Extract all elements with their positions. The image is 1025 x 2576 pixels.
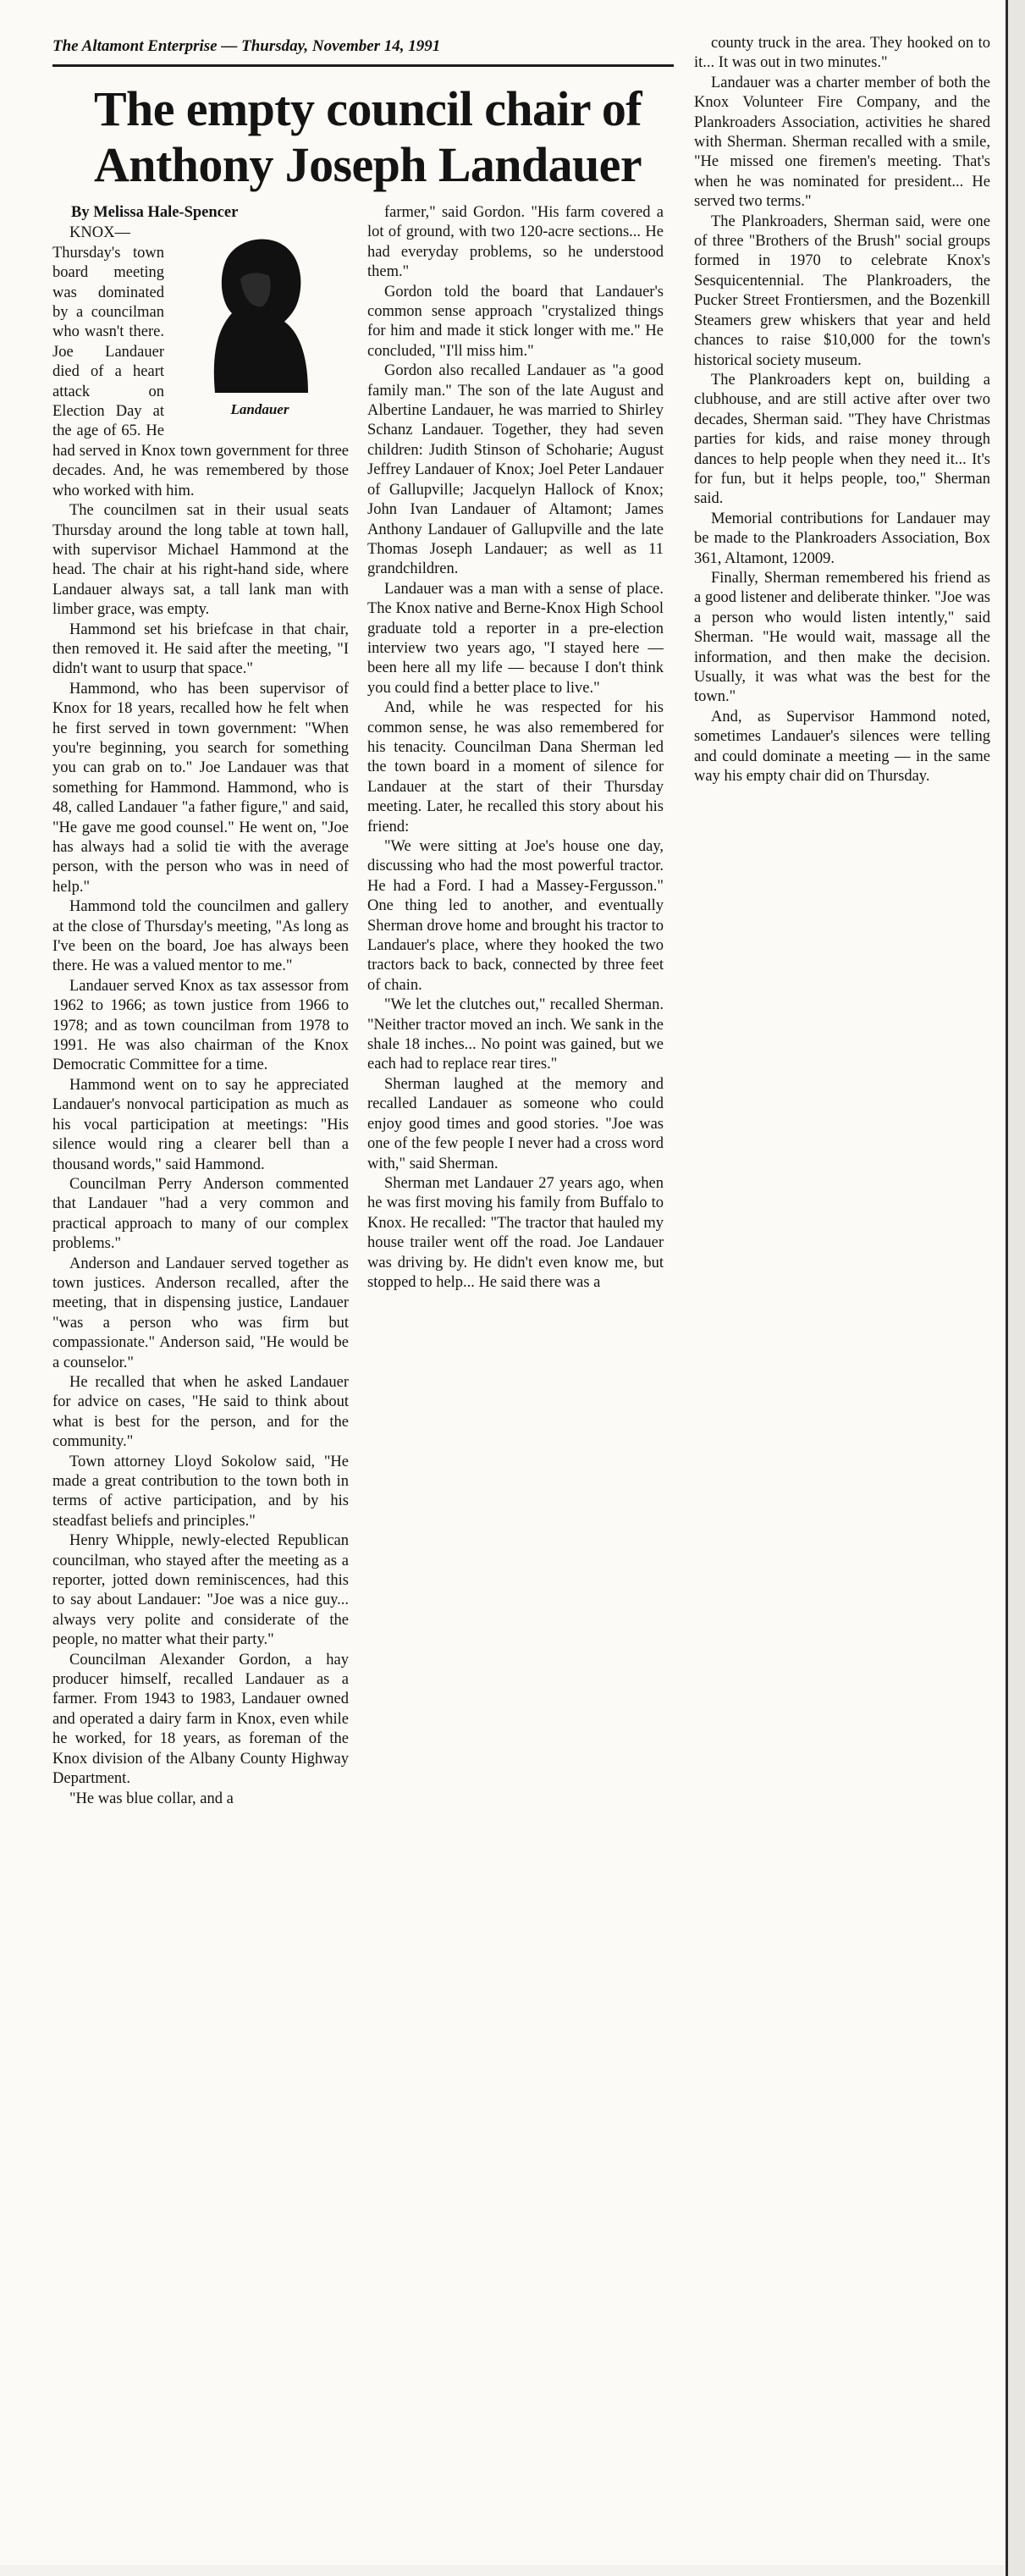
headline: The empty council chair of Anthony Joseph Landauer — [93, 81, 642, 192]
portrait-image — [181, 229, 333, 393]
paragraph: Memorial contributions for Landauer may be made to the Plankroaders Association, Box 361, Altamont, 12009. — [694, 510, 990, 567]
adjacent-page-edge — [1006, 0, 1025, 2576]
paragraph: Hammond told the councilmen and gallery at the close of Thursday's meeting, "As long as I've been on the board, Joe has always been there. He was a valued mentor to me." — [52, 898, 349, 975]
paragraph: The councilmen sat in their usual seats Thursday around the long table at town hall, with supervisor Michael Hammond at the head. The chair at his right-hand side, where Landauer always sat, a tall lank man with limber grace, was empty. — [52, 502, 349, 619]
photo-caption: Landauer — [230, 401, 289, 418]
paragraph: Hammond went on to say he appreciated Landauer's nonvocal participation as much as his vocal participation at meetings: "His silence would ring a clearer bell than a thousand words," said Hammond. — [52, 1076, 349, 1173]
paragraph: Councilman Perry Anderson commented that Landauer "had a very common and practical approach to many of our complex problems." — [52, 1175, 349, 1253]
paragraph: KNOX—Thursday's town board meeting was dominated by a councilman who wasn't there. Joe Landauer died of a heart attack on Election Day at the age of 65. He had served in Knox town government for three decades. And, he was remembered by those who worked with him. — [52, 224, 349, 499]
paragraph: Landauer was a man with a sense of place. The Knox native and Berne-Knox High School graduate told a reporter in a pre-election interview two years ago, "I stayed here — been here all my life — because I don't think you could find a better place to live." — [367, 580, 664, 697]
paragraph: Gordon told the board that Landauer's common sense approach "crystalized things for him and made it stick longer with me." He concluded, "I'll miss him." — [367, 283, 664, 360]
paragraph: "We were sitting at Joe's house one day, discussing who had the most powerful tractor. He had a Ford. I had a Massey-Fergusson." One thing led to another, and eventually Sherman drove home and brought his tractor to Landauer's place, where they hooked the two tractors back to back, connected by three feet of chain. — [367, 838, 664, 994]
paragraph: Anderson and Landauer served together as town justices. Anderson recalled, after the meeting, that in dispensing justice, Landauer "was a person who was firm but compassionate." Anderson said, "He would be a counselor." — [52, 1255, 349, 1371]
paragraph: The Plankroaders, Sherman said, were one of three "Brothers of the Brush" social groups formed in 1970 to celebrate Knox's Sesquicentennial. The Plankroaders, the Pucker Street Frontiersmen, and the Bozenkill Steamers grew whiskers that year and held chances to raise $10,000 for the town's historical society museum. — [694, 212, 990, 369]
byline: By Melissa Hale-Spencer — [71, 204, 239, 221]
article-column-1 — [52, 203, 349, 1809]
paragraph: He recalled that when he asked Landauer for advice on cases, "He said to think about what is best for the person, and for the community." — [52, 1373, 349, 1451]
paragraph: Town attorney Lloyd Sokolow said, "He made a great contribution to the town both in terms of active participation, and by his steadfast beliefs and principles." — [52, 1453, 349, 1530]
edge-rule — [1006, 0, 1008, 2576]
paragraph: Sherman met Landauer 27 years ago, when he was first moving his family from Buffalo to Knox. He recalled: "The tractor that hauled my house trailer went off the road. Joe Landauer was driving by. He didn't even know me, but stopped to help... He said there was a — [367, 1174, 664, 1291]
article-column-2 — [367, 203, 664, 1293]
paragraph: The Plankroaders kept on, building a clubhouse, and are still active after over two decades, Sherman said. "They have Christmas parties for kids, and raise money through dances to help people when they need it... It's for fun, but it helps people, too," Sherman said. — [694, 371, 990, 508]
paragraph: "He was blue collar, and a — [69, 1790, 234, 1807]
paragraph: Henry Whipple, newly-elected Republican councilman, who stayed after the meeting as a reporter, jotted down reminiscences, had this to say about Landauer: "Joe was a nice guy... always very polite and considerate of the people, no matter what their party." — [52, 1532, 349, 1649]
paragraph: farmer," said Gordon. "His farm covered a lot of ground, with two 120-acre sections... He had everyday problems, so he understood them." — [367, 204, 664, 281]
paragraph: Hammond set his briefcase in that chair, then removed it. He said after the meeting, "I didn't want to usurp that space." — [52, 621, 349, 678]
column-1-paragraphs — [52, 621, 349, 1809]
paragraph: Councilman Alexander Gordon, a hay producer himself, recalled Landauer as a farmer. From 1943 to 1983, Landauer owned and operated a dairy farm in Knox, even while he worked, for 18 years, as foreman of the Knox division of the Albany County Highway Department. — [52, 1651, 349, 1788]
article-column-3 — [694, 34, 990, 786]
top-rule — [52, 64, 674, 67]
dateline: The Altamont Enterprise — Thursday, November 14, 1991 — [52, 37, 441, 55]
paragraph: And, while he was respected for his common sense, he was also remembered for his tenacity. Councilman Dana Sherman led the town board in a moment of silence for Landauer at the start of their Thursday meeting. Later, he recalled this story about his friend: — [367, 699, 664, 836]
paragraph: "We let the clutches out," recalled Sherman. "Neither tractor moved an inch. We sank in the shale 18 inches... No point was gained, but we each had to replace rear tires." — [367, 996, 664, 1073]
portrait-photo — [171, 225, 349, 432]
paragraph: Landauer served Knox as tax assessor from 1962 to 1966; as town justice from 1966 to 1978; and as town councilman from 1978 to 1991. He was also chairman of the Knox Democratic Committee for a time. — [52, 977, 349, 1074]
paragraph: Sherman laughed at the memory and recalled Landauer as someone who could enjoy good times and good stories. "Joe was one of the few people I never had a cross word with," said Sherman. — [367, 1075, 664, 1172]
paragraph: Finally, Sherman remembered his friend as a good listener and deliberate thinker. "Joe was a person who would listen intently," said Sherman. "He would wait, massage all the information, and then make the decision. Usually, it was what was the best for the town." — [694, 569, 990, 706]
paragraph: Hammond, who has been supervisor of Knox for 18 years, recalled how he felt when he first served in town government: "When you're beginning, you search for something you can grab on to." Joe Landauer was that something for Hammond. Hammond, who is 48, called Landauer "a father figure," and said, "He gave me good counsel." He went on, "Joe has always had a solid tie with the average person, with the person who was in need of help." — [52, 680, 349, 896]
paragraph: And, as Supervisor Hammond noted, sometimes Landauer's silences were telling and could dominate a meeting — in the same way his empty chair did on Thursday. — [694, 708, 990, 786]
paragraph: Gordon also recalled Landauer as "a good family man." The son of the late August and Albertine Landauer, he was married to Shirley Schanz Landauer. Together, they had seven children: Judith Stinson of Schoharie; August Jeffrey Landauer of Knox; Joel Peter Landauer of Gallupville; Jacquelyn Hallock of Knox; John Ivan Landauer of Altamont; James Anthony Landauer of Gallupville and the late Thomas Joseph Landauer; as well as 11 grandchildren. — [367, 362, 664, 578]
paragraph: county truck in the area. They hooked on to it... It was out in two minutes." — [694, 35, 990, 72]
paragraph: Landauer was a charter member of both the Knox Volunteer Fire Company, and the Plankroaders Association, activities he shared with Sherman. Sherman recalled with a smile, "He missed one firemen's meeting. That's when he was nominated for president... He served two terms." — [694, 74, 990, 211]
